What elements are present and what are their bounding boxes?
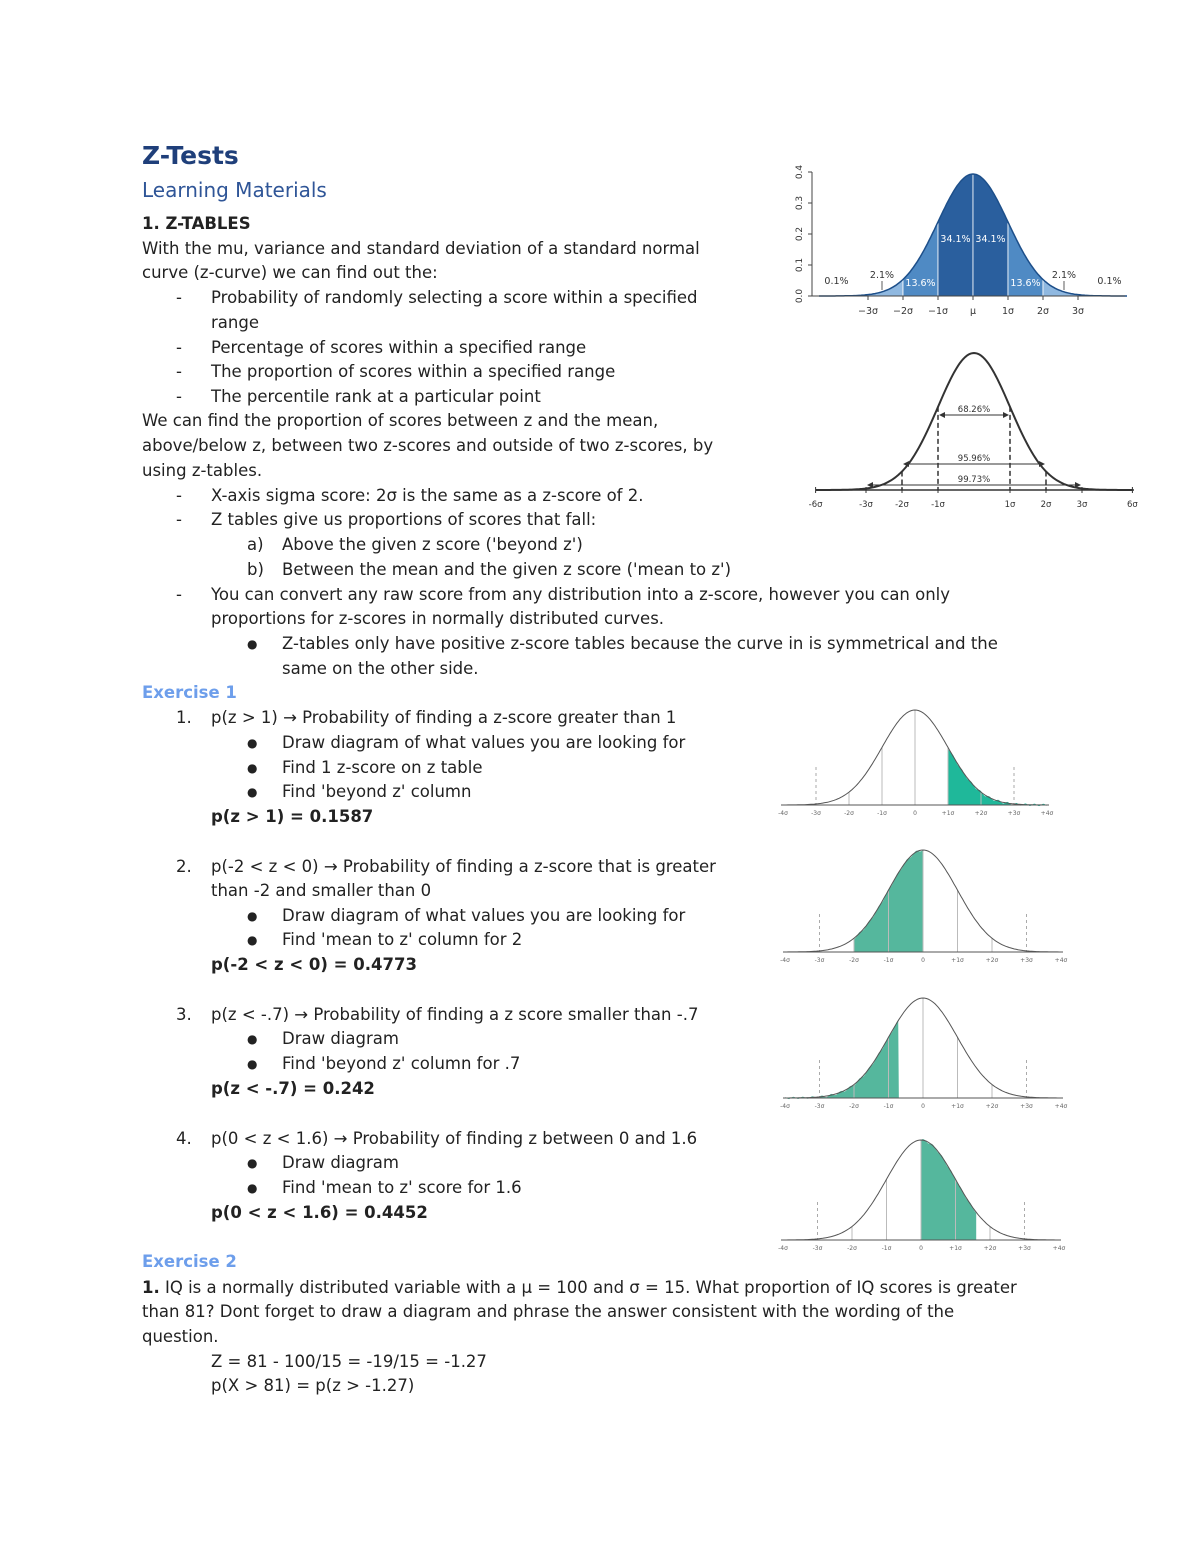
question-line xyxy=(142,1276,1017,1300)
item-number: 3. xyxy=(176,1005,192,1024)
x-tick-label: 1σ xyxy=(1001,306,1015,317)
bullet: ● xyxy=(247,1181,258,1195)
x-tick-label: +1σ xyxy=(941,810,955,817)
section-heading: 1. Z-TABLES xyxy=(142,214,251,233)
bullet-item: Find 'mean to z' column for 2 xyxy=(282,930,523,949)
list-item: proportions for z-scores in normally distributed curves. xyxy=(211,609,665,628)
answer: p(-2 < z < 0) = 0.4773 xyxy=(211,955,417,974)
shaded-diagram-z-less-neg07 xyxy=(782,990,1072,1110)
x-tick-label: -4σ xyxy=(780,1103,790,1110)
bullet-item: Find 'beyond z' column for .7 xyxy=(282,1054,521,1073)
x-tick-label: -6σ xyxy=(808,500,823,510)
answer: p(z > 1) = 0.1587 xyxy=(211,807,374,826)
bullet-item: Find 'mean to z' score for 1.6 xyxy=(282,1178,522,1197)
y-ticks xyxy=(795,165,812,304)
y-tick-label: 0.1 xyxy=(795,257,805,273)
x-tick-label: +4σ xyxy=(1054,957,1068,964)
bullet-item: Draw diagram xyxy=(282,1153,399,1172)
bullet: ● xyxy=(247,761,258,775)
bullet-item: same on the other side. xyxy=(282,659,479,678)
x-tick-label: +1σ xyxy=(951,957,964,964)
working-line: p(X > 81) = p(z > -1.27) xyxy=(211,1376,415,1395)
list-item: Percentage of scores within a specified range xyxy=(211,338,587,357)
list-dash: - xyxy=(176,486,182,505)
question-line: question. xyxy=(142,1327,219,1346)
x-tick-label: -3σ xyxy=(859,500,873,510)
bell-curve xyxy=(816,353,1133,490)
bullet-item: Draw diagram xyxy=(282,1029,399,1048)
bullet: ● xyxy=(247,933,258,947)
bullet: ● xyxy=(247,1156,258,1170)
x-tick-label: +1σ xyxy=(951,1103,964,1110)
bullet: ● xyxy=(247,637,258,651)
paragraph-line: We can find the proportion of scores between z and the mean, xyxy=(142,411,659,430)
list-dash: - xyxy=(176,387,182,406)
x-tick-label: 6σ xyxy=(1127,500,1138,510)
x-tick-label: -1σ xyxy=(881,1245,892,1252)
list-item: The percentile rank at a particular point xyxy=(211,387,541,406)
x-tick-label: +2σ xyxy=(974,810,988,817)
shaded-diagram-z-between-neg2-0 xyxy=(782,842,1072,966)
x-tick-label: +3σ xyxy=(1018,1245,1031,1252)
item-text: than -2 and smaller than 0 xyxy=(211,881,432,900)
x-tick-label: +4σ xyxy=(1052,1245,1066,1252)
x-tick-label: -4σ xyxy=(780,957,790,964)
shaded-area xyxy=(921,1139,976,1240)
item-number: 2. xyxy=(176,857,192,876)
empirical-rule-figure xyxy=(808,345,1140,515)
x-tick-label: -3σ xyxy=(811,810,821,817)
x-tick-label: μ xyxy=(969,306,977,317)
shaded-area xyxy=(785,1020,899,1099)
x-tick-label: -2σ xyxy=(849,957,859,964)
shaded-area xyxy=(948,748,1047,806)
bullet: ● xyxy=(247,736,258,750)
x-tick-label: -2σ xyxy=(844,810,854,817)
x-tick-label: +4σ xyxy=(1040,810,1054,817)
x-tick-label: -4σ xyxy=(778,810,788,817)
item-text: p(z < -.7) → Probability of finding a z score smaller than -.7 xyxy=(211,1005,699,1024)
x-tick-label: +3σ xyxy=(1020,1103,1033,1110)
range-label: 68.26% xyxy=(957,405,991,415)
x-tick-label: 0 xyxy=(921,957,925,964)
x-tick-label: 2σ xyxy=(1040,500,1052,510)
list-dash: - xyxy=(176,288,182,307)
range-label: 95.96% xyxy=(957,454,991,464)
sub-item: Between the mean and the given z score ('mean to z') xyxy=(282,560,732,579)
bullet-item: Draw diagram of what values you are looking for xyxy=(282,733,686,752)
x-tick-label: +4σ xyxy=(1054,1103,1068,1110)
x-tick-label: 2σ xyxy=(1036,306,1050,317)
x-tick-label: +2σ xyxy=(985,957,999,964)
intro-line: curve (z-curve) we can find out the: xyxy=(142,263,438,282)
x-tick-label: -1σ xyxy=(883,957,894,964)
band-label: 0.1% xyxy=(1097,276,1122,287)
exercise-heading: Exercise 2 xyxy=(142,1252,237,1271)
list-item: Probability of randomly selecting a score within a specified xyxy=(211,288,698,307)
y-tick-label: 0.0 xyxy=(795,288,805,304)
sub-item: Above the given z score ('beyond z') xyxy=(282,535,583,554)
page-title: Z-Tests xyxy=(142,141,239,170)
bullet: ● xyxy=(247,1057,258,1071)
x-tick-label: -1σ xyxy=(877,810,887,817)
item-text: p(0 < z < 1.6) → Probability of finding z between 0 and 1.6 xyxy=(211,1129,698,1148)
shaded-diagram-z-between-0-16 xyxy=(778,1132,1068,1252)
sigma-markers xyxy=(809,405,1139,510)
band-label: 13.6% xyxy=(1010,278,1041,289)
list-dash: - xyxy=(176,338,182,357)
band-label: 2.1% xyxy=(869,270,895,281)
x-tick-label: 0 xyxy=(921,1103,925,1110)
working-line: Z = 81 - 100/15 = -19/15 = -1.27 xyxy=(211,1352,487,1371)
arrow-head xyxy=(1003,412,1009,418)
x-tick-label: -2σ xyxy=(847,1245,857,1252)
range-label: 99.73% xyxy=(957,475,991,485)
x-tick-label: +2σ xyxy=(983,1245,997,1252)
arrow-head xyxy=(939,412,945,418)
x-tick-label: −2σ xyxy=(892,306,914,317)
x-tick-label: 0 xyxy=(919,1245,923,1252)
x-tick-label: -1σ xyxy=(931,500,945,510)
bullet: ● xyxy=(247,1032,258,1046)
answer: p(0 < z < 1.6) = 0.4452 xyxy=(211,1203,428,1222)
band-label: 34.1% xyxy=(940,234,971,245)
band-label: 34.1% xyxy=(975,234,1006,245)
bullet-item: Find 1 z-score on z table xyxy=(282,758,483,777)
distribution-bands xyxy=(819,174,1127,296)
list-item: range xyxy=(211,313,259,332)
x-tick-label: +3σ xyxy=(1020,957,1033,964)
x-tick-label: 0 xyxy=(913,810,917,817)
paragraph-line: above/below z, between two z-scores and outside of two z-scores, by xyxy=(142,436,714,455)
x-tick-label: -2σ xyxy=(895,500,909,510)
sub-marker: b) xyxy=(247,560,264,579)
band-label: 0.1% xyxy=(824,276,849,287)
x-tick-label: +3σ xyxy=(1007,810,1021,817)
exercise-heading: Exercise 1 xyxy=(142,683,237,702)
list-dash: - xyxy=(176,362,182,381)
shaded-diagram-z-greater-1 xyxy=(778,700,1054,820)
y-tick-label: 0.4 xyxy=(795,164,805,180)
item-text: p(z > 1) → Probability of finding a z-score greater than 1 xyxy=(211,708,677,727)
x-tick-label: −3σ xyxy=(857,306,879,317)
x-tick-label: −1σ xyxy=(927,306,949,317)
x-tick-label: -1σ xyxy=(883,1103,894,1110)
normal-distribution-figure xyxy=(790,160,1135,320)
page-subtitle: Learning Materials xyxy=(142,178,327,202)
bullet: ● xyxy=(247,909,258,923)
x-tick-label: +2σ xyxy=(985,1103,999,1110)
x-tick-label: 1σ xyxy=(1004,500,1016,510)
item-number: 1. xyxy=(176,708,192,727)
question-line: than 81? Dont forget to draw a diagram and phrase the answer consistent with the wording of the xyxy=(142,1302,955,1321)
x-tick-label: -3σ xyxy=(814,957,825,964)
bullet-item: Find 'beyond z' column xyxy=(282,782,472,801)
x-ticks xyxy=(858,296,1084,317)
bullet: ● xyxy=(247,785,258,799)
list-dash: - xyxy=(176,510,182,529)
list-item: The proportion of scores within a specified range xyxy=(211,362,616,381)
list-item: You can convert any raw score from any distribution into a z-score, however you can only xyxy=(211,585,951,604)
x-tick-label: 3σ xyxy=(1076,500,1088,510)
answer: p(z < -.7) = 0.242 xyxy=(211,1079,375,1098)
x-tick-label: -4σ xyxy=(778,1245,788,1252)
band-label: 2.1% xyxy=(1051,270,1077,281)
x-tick-label: -3σ xyxy=(814,1103,825,1110)
y-tick-label: 0.3 xyxy=(795,195,805,211)
bullet-item: Z-tables only have positive z-score tables because the curve in is symmetrical and the xyxy=(282,634,998,653)
x-tick-label: -3σ xyxy=(812,1245,823,1252)
list-item: X-axis sigma score: 2σ is the same as a z-score of 2. xyxy=(211,486,644,505)
question-number: 1. xyxy=(142,1278,160,1297)
paragraph-line: using z-tables. xyxy=(142,461,263,480)
x-tick-label: +1σ xyxy=(949,1245,962,1252)
y-tick-label: 0.2 xyxy=(795,226,805,242)
band-label: 13.6% xyxy=(905,278,936,289)
bullet-item: Draw diagram of what values you are looking for xyxy=(282,906,686,925)
list-item: Z tables give us proportions of scores that fall: xyxy=(211,510,597,529)
intro-line: With the mu, variance and standard deviation of a standard normal xyxy=(142,239,700,258)
list-dash: - xyxy=(176,585,182,604)
sub-marker: a) xyxy=(247,535,264,554)
x-tick-label: 3σ xyxy=(1071,306,1085,317)
x-tick-label: -2σ xyxy=(849,1103,859,1110)
item-text: p(-2 < z < 0) → Probability of finding a z-score that is greater xyxy=(211,857,716,876)
item-number: 4. xyxy=(176,1129,192,1148)
question-text: IQ is a normally distributed variable with a μ = 100 and σ = 15. What proportion of IQ scores is greater xyxy=(159,1278,1017,1297)
